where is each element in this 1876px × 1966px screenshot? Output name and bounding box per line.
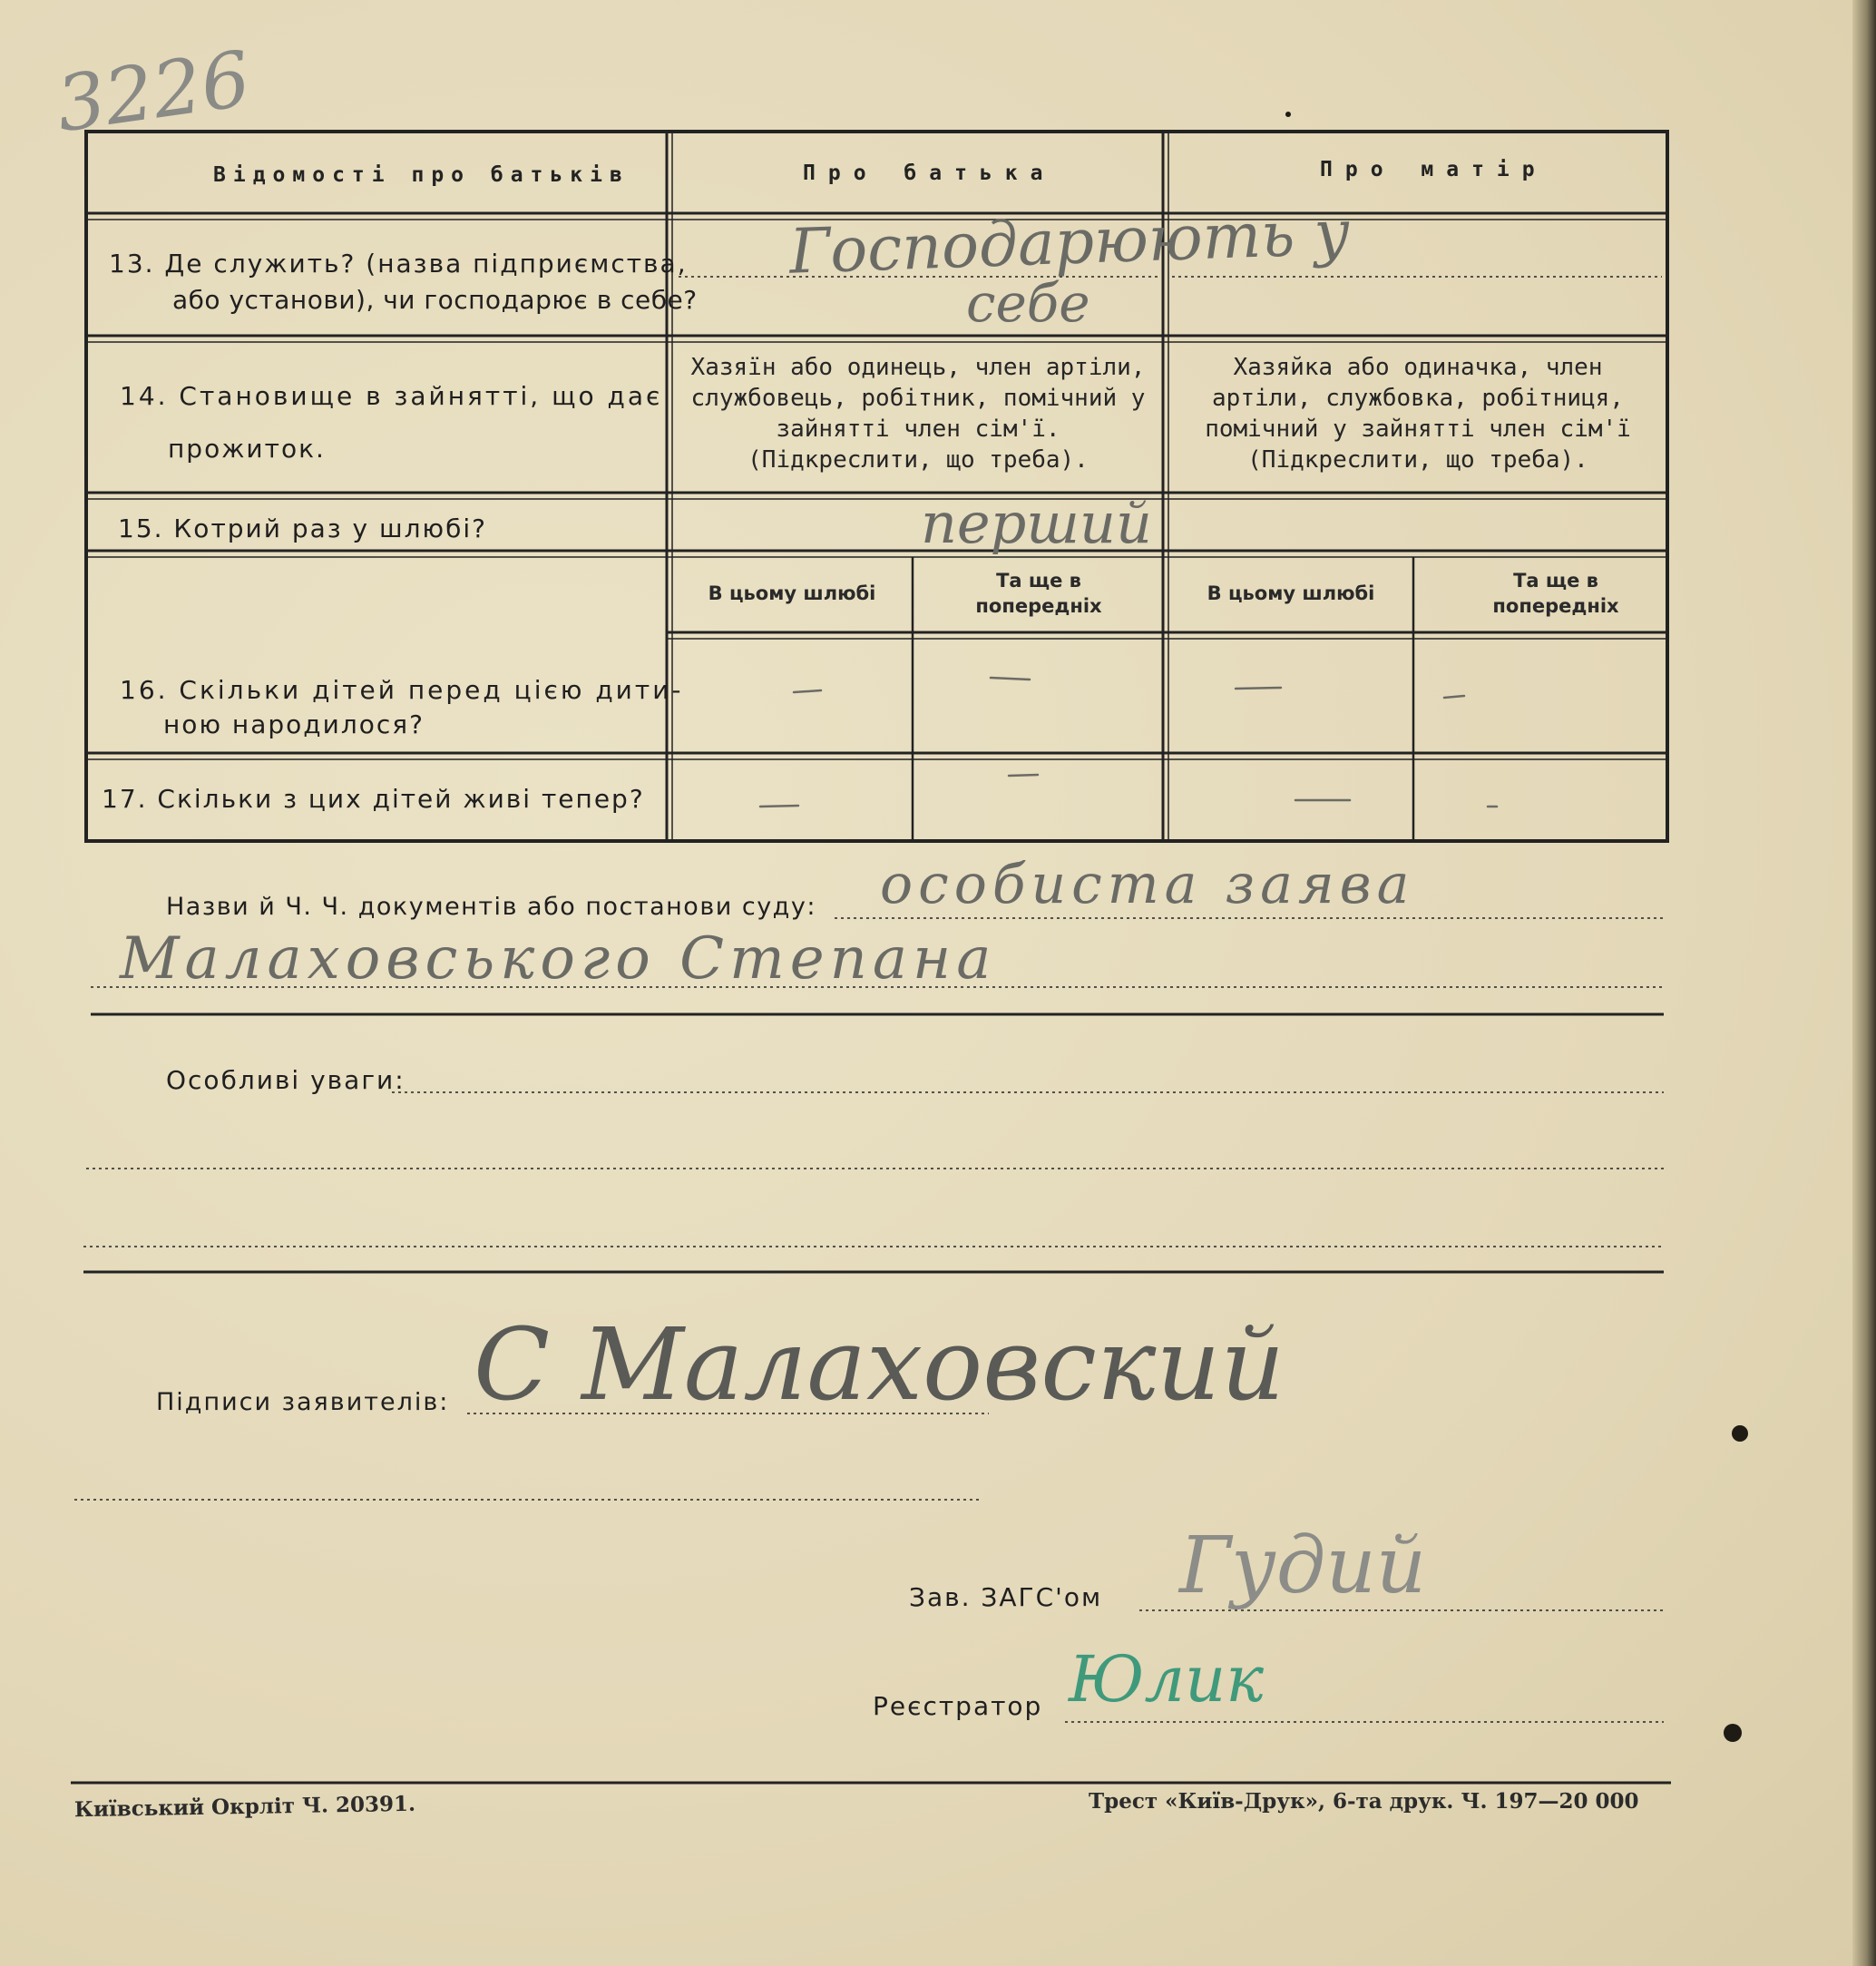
q14-label-line1: 14. Становище в зайнятті, що дає xyxy=(120,381,663,411)
q17-label: 17. Скільки з цих дітей живі тепер? xyxy=(102,784,645,814)
documents-answer-line1: особиста заява xyxy=(880,853,1415,916)
q13-answer-line2: себе xyxy=(966,272,1090,334)
q13-label-line2: або установи), чи господарює в себе? xyxy=(172,285,698,315)
q16-label-line2: ною народилося? xyxy=(163,709,425,739)
archive-number: 3226 xyxy=(51,34,256,150)
applicant-signature: С Малаховский xyxy=(474,1306,1285,1423)
q16-label-line1: 16. Скільки дітей перед цією дити- xyxy=(120,675,684,705)
header-mother: Про матір xyxy=(1320,158,1548,181)
q16-father-previous: Та ще в попередніх xyxy=(975,570,1102,617)
q15-answer: перший xyxy=(921,490,1152,556)
q16-mother-this-marriage: В цьому шлюбі xyxy=(1207,582,1375,604)
head-label: Зав. ЗАГС'ом xyxy=(909,1582,1103,1612)
footer-left: Київський Окрліт Ч. 20391. xyxy=(73,1791,416,1823)
header-father: Про батька xyxy=(803,161,1056,185)
remarks-label: Особливі уваги: xyxy=(166,1065,405,1095)
registrar-signature: Юлик xyxy=(1069,1642,1264,1717)
q16-father-this-marriage: В цьому шлюбі xyxy=(708,582,876,604)
q15-label: 15. Котрий раз у шлюбі? xyxy=(118,514,488,543)
head-signature: Гудий xyxy=(1179,1521,1427,1611)
q14-label-line2: прожиток. xyxy=(168,434,326,464)
applicants-label: Підписи заявителів: xyxy=(156,1388,450,1416)
footer-right: Трест «Київ-Друк», 6-та друк. Ч. 197—20 000 xyxy=(1089,1789,1639,1814)
q13-answer-line1: Господарюють у xyxy=(787,197,1352,289)
documents-answer-line2: Малаховського Степана xyxy=(120,925,997,993)
q16-mother-previous: Та ще в попередніх xyxy=(1492,570,1619,617)
q14-mother-options: Хазяйка або одиначка, член артіли, службовка, робітниця, помічний у зайнятті член сім'ї (Підкреслити, що треба). xyxy=(1205,354,1631,474)
header-info: Відомості про батьків xyxy=(213,163,630,187)
registrar-label: Реєстратор xyxy=(873,1691,1043,1721)
q13-label-line1: 13. Де служить? (назва підприємства, xyxy=(109,249,688,279)
q14-father-options: Хазяїн або одинець, член артіли, службовець, робітник, помічний у зайнятті член сім'ї. (Підкреслити, що треба). xyxy=(690,354,1146,474)
documents-label: Назви й Ч. Ч. документів або постанови суду: xyxy=(166,893,816,921)
